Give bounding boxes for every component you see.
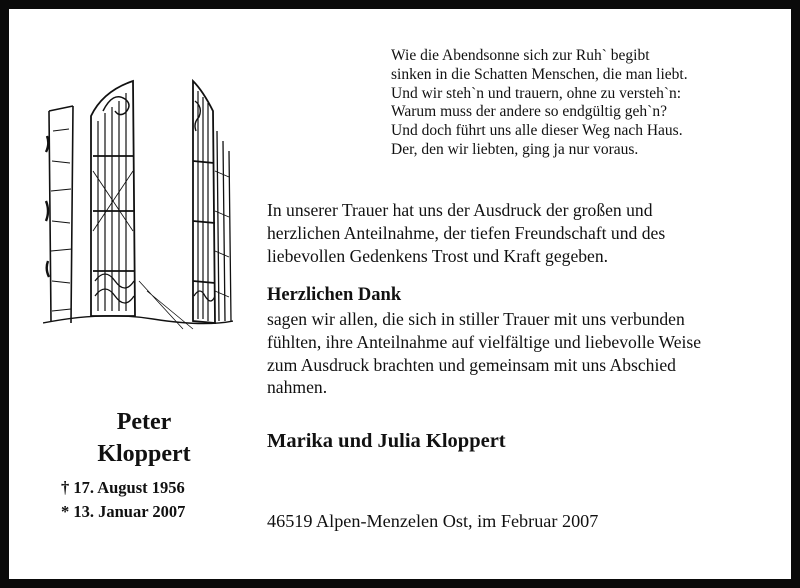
intro-paragraph xyxy=(267,199,787,267)
date-line-1: † 17. August 1956 xyxy=(61,478,185,497)
poem-line: Und wir steh`n und trauern, ohne zu versteh`n: xyxy=(391,84,682,102)
intro-line: herzlichen Anteilnahme, der tiefen Freundschaft und des xyxy=(267,222,666,243)
thanks-line: fühlten, ihre Anteilnahme auf vielfältige und liebevolle Weise xyxy=(267,331,702,352)
poem-line: Wie die Abendsonne sich zur Ruh` begibt xyxy=(391,47,650,64)
thanks-line: zum Ausdruck brachten und gemeinsam mit uns Abschied xyxy=(267,354,676,375)
thanks-line: nahmen. xyxy=(267,377,328,398)
poem xyxy=(391,47,791,160)
thanks-paragraph xyxy=(267,308,797,399)
signers: Marika und Julia Kloppert xyxy=(267,430,506,452)
poem-line: Warum muss der andere so endgültig geh`n? xyxy=(391,103,667,121)
poem-line: sinken in die Schatten Menschen, die man liebt. xyxy=(391,65,688,83)
place-and-date: 46519 Alpen-Menzelen Ost, im Februar 2007 xyxy=(267,511,599,531)
poem-line: Und doch führt uns alle dieser Weg nach Haus. xyxy=(391,122,683,140)
thanks-heading: Herzlichen Dank xyxy=(267,285,402,305)
intro-line: liebevollen Gedenkens Trost und Kraft gegeben. xyxy=(267,245,609,266)
thanks-line: sagen wir allen, die sich in stiller Trauer mit uns verbunden xyxy=(267,309,685,329)
intro-line: In unserer Trauer hat uns der Ausdruck der großen und xyxy=(267,200,653,220)
date-line-2: * 13. Januar 2007 xyxy=(61,502,186,521)
cemetery-gate-icon xyxy=(43,71,233,331)
deceased-first-name: Peter xyxy=(116,409,172,435)
deceased-last-name: Kloppert xyxy=(97,441,191,467)
poem-line: Der, den wir liebten, ging ja nur voraus. xyxy=(391,140,639,158)
